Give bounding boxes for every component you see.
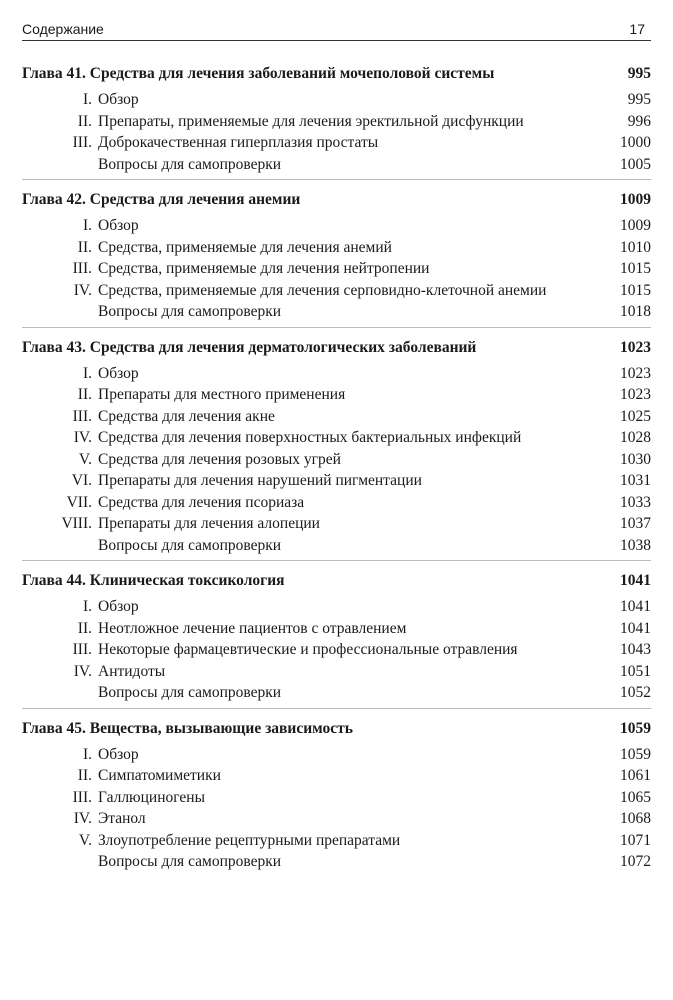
chapter-page-number: 995 — [627, 65, 651, 82]
toc-entry[interactable] — [22, 618, 651, 640]
entry-roman-numeral: VI. — [71, 472, 92, 489]
entry-page-number: 1061 — [620, 767, 651, 784]
entry-title: Препараты для лечения алопеции — [98, 515, 320, 532]
entry-title: Средства, применяемые для лечения серповидно-клеточной анемии — [98, 281, 547, 299]
toc-entry[interactable] — [22, 258, 651, 280]
entry-title: Средства, применяемые для лечения нейтропении — [98, 260, 430, 277]
entry-page-number: 1038 — [620, 536, 651, 554]
toc-entry[interactable] — [22, 808, 651, 830]
toc-entry[interactable] — [22, 830, 651, 852]
entry-title: Средства для лечения поверхностных бактериальных инфекций — [98, 429, 522, 446]
entry-roman-numeral: II. — [77, 386, 92, 403]
toc-chapter — [22, 63, 651, 180]
entry-page-number: 1041 — [620, 598, 651, 615]
entry-page-number: 1005 — [620, 155, 651, 173]
entry-page-number: 1015 — [620, 281, 651, 299]
chapter-heading[interactable] — [22, 337, 651, 363]
entry-title: Галлюциногены — [98, 788, 206, 806]
entry-title: Вопросы для самопроверки — [98, 536, 282, 554]
entry-page-number: 1051 — [620, 662, 651, 680]
toc-chapter — [22, 570, 651, 709]
entry-roman-numeral: IV. — [73, 429, 92, 446]
entry-title: Некоторые фармацевтические и профессиональные отравления — [98, 641, 518, 658]
chapter-page-number: 1059 — [620, 719, 651, 737]
entry-page-number: 1015 — [620, 260, 651, 277]
entry-page-number: 1018 — [620, 303, 651, 320]
chapter-heading[interactable] — [22, 63, 651, 89]
entry-roman-numeral: I. — [82, 364, 92, 382]
entry-roman-numeral: II. — [77, 112, 92, 130]
entry-page-number: 1028 — [620, 429, 651, 446]
running-head-page-number: 17 — [629, 21, 645, 37]
entry-roman-numeral: I. — [82, 217, 92, 234]
entry-page-number: 1041 — [620, 619, 651, 637]
entry-roman-numeral: V. — [78, 831, 92, 849]
chapter-title: Глава 45. Вещества, вызывающие зависимость — [22, 719, 353, 737]
entry-page-number: 1043 — [620, 641, 651, 658]
entry-title: Вопросы для самопроверки — [98, 303, 282, 320]
entry-roman-numeral: V. — [78, 450, 92, 468]
chapter-title: Глава 42. Средства для лечения анемии — [22, 191, 301, 208]
toc-chapter — [22, 189, 651, 328]
entry-page-number: 1010 — [620, 238, 651, 256]
toc-entry[interactable] — [22, 280, 651, 302]
entry-title: Средства для лечения розовых угрей — [98, 450, 341, 468]
entry-title: Препараты, применяемые для лечения эректильной дисфункции — [98, 112, 524, 130]
entry-title: Этанол — [98, 810, 146, 827]
entry-title: Средства для лечения псориаза — [98, 493, 305, 511]
chapter-page-number: 1041 — [620, 572, 651, 589]
entry-roman-numeral: II. — [77, 767, 92, 784]
entry-roman-numeral: III. — [72, 407, 92, 425]
entry-page-number: 1072 — [620, 853, 651, 870]
entry-page-number: 1025 — [620, 407, 651, 425]
toc-entry[interactable] — [22, 470, 651, 492]
entry-roman-numeral: III. — [72, 134, 92, 151]
toc-entry[interactable] — [22, 513, 651, 535]
entry-roman-numeral: IV. — [73, 662, 92, 680]
chapter-heading[interactable] — [22, 189, 651, 215]
toc-entry[interactable] — [22, 535, 651, 557]
entry-page-number: 1033 — [620, 493, 651, 511]
entry-roman-numeral — [22, 301, 98, 323]
toc-entry[interactable] — [22, 237, 651, 259]
entry-title: Вопросы для самопроверки — [98, 155, 282, 173]
entry-page-number: 1068 — [620, 810, 651, 827]
entry-roman-numeral — [22, 682, 98, 704]
entry-title: Обзор — [98, 364, 139, 382]
toc-entry[interactable] — [22, 427, 651, 449]
entry-page-number: 996 — [627, 112, 651, 130]
toc-entry[interactable] — [22, 787, 651, 809]
entry-roman-numeral: I. — [82, 598, 92, 615]
chapter-page-number: 1009 — [620, 191, 651, 208]
toc-entry[interactable] — [22, 449, 651, 471]
entry-roman-numeral: II. — [77, 619, 92, 637]
entry-page-number: 1037 — [620, 515, 651, 532]
entry-page-number: 1059 — [620, 745, 651, 763]
entry-roman-numeral: I. — [82, 91, 92, 108]
entry-page-number: 1052 — [620, 684, 651, 701]
chapter-heading[interactable] — [22, 718, 651, 744]
toc-entry[interactable] — [22, 661, 651, 683]
entry-page-number: 1030 — [620, 450, 651, 468]
entry-roman-numeral: III. — [72, 641, 92, 658]
entry-roman-numeral: VIII. — [61, 515, 92, 532]
entry-title: Препараты для местного применения — [98, 386, 346, 403]
toc-entry[interactable] — [22, 639, 651, 661]
entry-page-number: 995 — [627, 91, 651, 108]
entry-title: Средства для лечения акне — [98, 407, 275, 425]
entry-title: Симпатомиметики — [98, 767, 221, 784]
toc-entry[interactable] — [22, 363, 651, 385]
entry-roman-numeral — [22, 154, 98, 176]
entry-roman-numeral: I. — [82, 745, 92, 763]
toc-entry[interactable] — [22, 492, 651, 514]
toc-entry[interactable] — [22, 682, 651, 704]
chapter-page-number: 1023 — [620, 338, 651, 356]
running-head — [22, 0, 651, 41]
entry-page-number: 1071 — [620, 831, 651, 849]
entry-roman-numeral: III. — [72, 260, 92, 277]
toc-entry[interactable] — [22, 406, 651, 428]
toc-chapter — [22, 718, 651, 877]
entry-title: Злоупотребление рецептурными препаратами — [98, 831, 401, 849]
chapter-title: Глава 44. Клиническая токсикология — [22, 572, 285, 589]
entry-title: Обзор — [98, 745, 139, 763]
entry-page-number: 1000 — [620, 134, 651, 151]
entry-title: Препараты для лечения нарушений пигментации — [98, 472, 422, 489]
table-of-contents — [22, 63, 651, 877]
toc-entry[interactable] — [22, 765, 651, 787]
entry-page-number: 1023 — [620, 364, 651, 382]
entry-roman-numeral: III. — [72, 788, 92, 806]
toc-entry[interactable] — [22, 132, 651, 154]
toc-entry[interactable] — [22, 89, 651, 111]
entry-title: Обзор — [98, 217, 139, 234]
entry-title: Обзор — [98, 91, 139, 108]
entry-roman-numeral — [22, 535, 98, 557]
toc-entry[interactable] — [22, 744, 651, 766]
entry-page-number: 1023 — [620, 386, 651, 403]
toc-entry[interactable] — [22, 301, 651, 323]
entry-title: Обзор — [98, 598, 139, 615]
toc-entry[interactable] — [22, 111, 651, 133]
entry-title: Неотложное лечение пациентов с отравлением — [98, 619, 407, 637]
toc-entry[interactable] — [22, 851, 651, 873]
entry-title: Доброкачественная гиперплазия простаты — [98, 134, 379, 151]
toc-chapter — [22, 337, 651, 562]
toc-entry[interactable] — [22, 215, 651, 237]
entry-page-number: 1009 — [620, 217, 651, 234]
running-head-title: Содержание — [22, 21, 104, 37]
entry-title: Средства, применяемые для лечения анемий — [98, 238, 392, 256]
entry-title: Вопросы для самопроверки — [98, 684, 282, 701]
chapter-title: Глава 43. Средства для лечения дерматологических заболеваний — [22, 338, 477, 356]
toc-entry[interactable] — [22, 596, 651, 618]
entry-roman-numeral: IV. — [73, 810, 92, 827]
entry-page-number: 1031 — [620, 472, 651, 489]
entry-page-number: 1065 — [620, 788, 651, 806]
entry-roman-numeral: VII. — [66, 493, 92, 511]
entry-roman-numeral: II. — [77, 238, 92, 256]
toc-entry[interactable] — [22, 384, 651, 406]
entry-title: Антидоты — [98, 662, 166, 680]
entry-roman-numeral — [22, 851, 98, 873]
entry-roman-numeral: IV. — [73, 281, 92, 299]
toc-entry[interactable] — [22, 154, 651, 176]
chapter-title: Глава 41. Средства для лечения заболеваний мочеполовой системы — [22, 65, 495, 82]
chapter-heading[interactable] — [22, 570, 651, 596]
entry-title: Вопросы для самопроверки — [98, 853, 282, 870]
